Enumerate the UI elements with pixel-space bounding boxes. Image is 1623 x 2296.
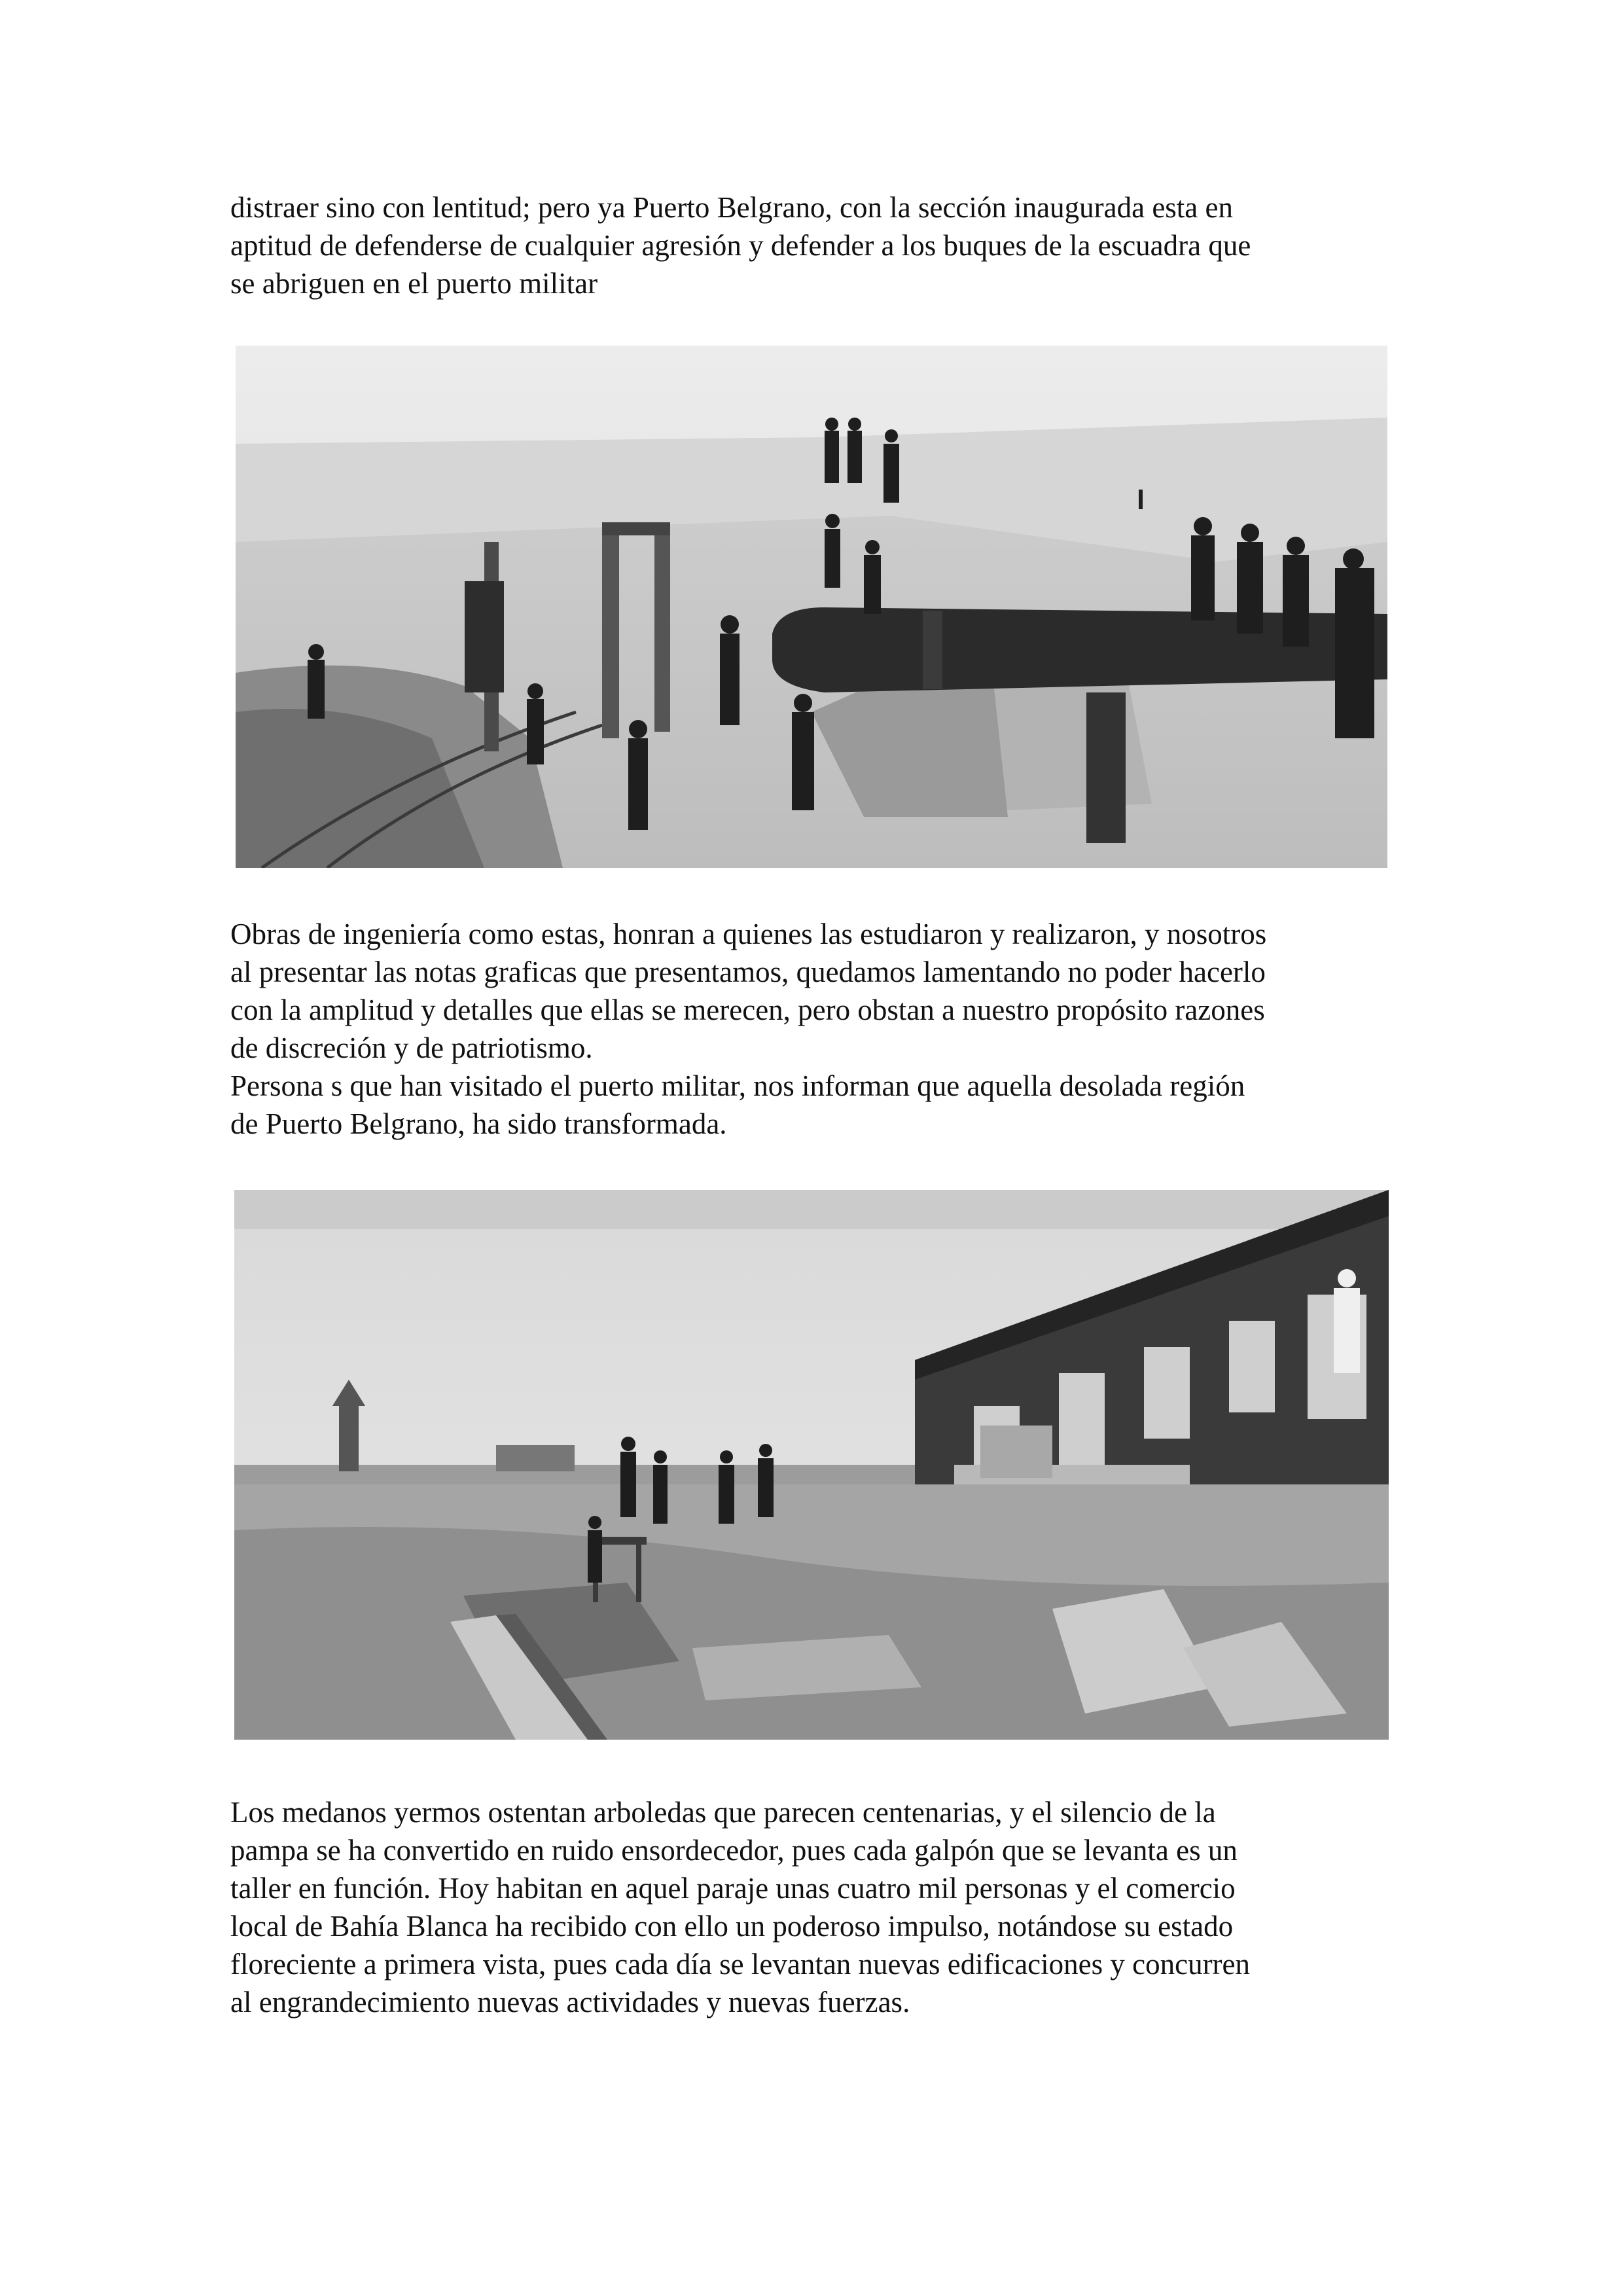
paragraph-line: distraer sino con lentitud; pero ya Puerto Belgrano, con la sección inaugurada esta en <box>230 191 1233 224</box>
paragraph-line: floreciente a primera vista, pues cada día se levantan nuevas edificaciones y concurren <box>230 1948 1251 1981</box>
paragraph-line: de discreción y de patriotismo. <box>230 1031 593 1064</box>
coastal-gun-photo <box>236 346 1387 868</box>
paragraph-line: pampa se ha convertido en ruido ensordecedor, pues cada galpón que se levanta es un <box>230 1834 1238 1867</box>
paragraph-line: al engrandecimiento nuevas actividades y nuevas fuerzas. <box>230 1986 910 2018</box>
paragraph-1 <box>230 188 1395 302</box>
paragraph-line: taller en función. Hoy habitan en aquel paraje unas cuatro mil personas y el comercio <box>230 1872 1236 1905</box>
coastal-gun-illustration <box>236 346 1387 868</box>
paragraph-line: se abriguen en el puerto militar <box>230 267 598 300</box>
paragraph-3 <box>230 1793 1395 2021</box>
paragraph-2 <box>230 915 1395 1143</box>
paragraph-line: con la amplitud y detalles que ellas se merecen, pero obstan a nuestro propósito razones <box>230 994 1265 1026</box>
paragraph-line: de Puerto Belgrano, ha sido transformada. <box>230 1107 727 1140</box>
paragraph-line: al presentar las notas graficas que presentamos, quedamos lamentando no poder hacerlo <box>230 956 1266 988</box>
construction-site-photo <box>234 1190 1389 1740</box>
paragraph-line: Los medanos yermos ostentan arboledas que parecen centenarias, y el silencio de la <box>230 1796 1216 1829</box>
paragraph-line: local de Bahía Blanca ha recibido con ello un poderoso impulso, notándose su estado <box>230 1910 1234 1943</box>
paragraph-line: Persona s que han visitado el puerto militar, nos informan que aquella desolada región <box>230 1069 1245 1102</box>
paragraph-line: Obras de ingeniería como estas, honran a quienes las estudiaron y realizaron, y nosotros <box>230 918 1267 950</box>
construction-site-illustration <box>234 1190 1389 1740</box>
paragraph-line: aptitud de defenderse de cualquier agresión y defender a los buques de la escuadra que <box>230 229 1251 262</box>
